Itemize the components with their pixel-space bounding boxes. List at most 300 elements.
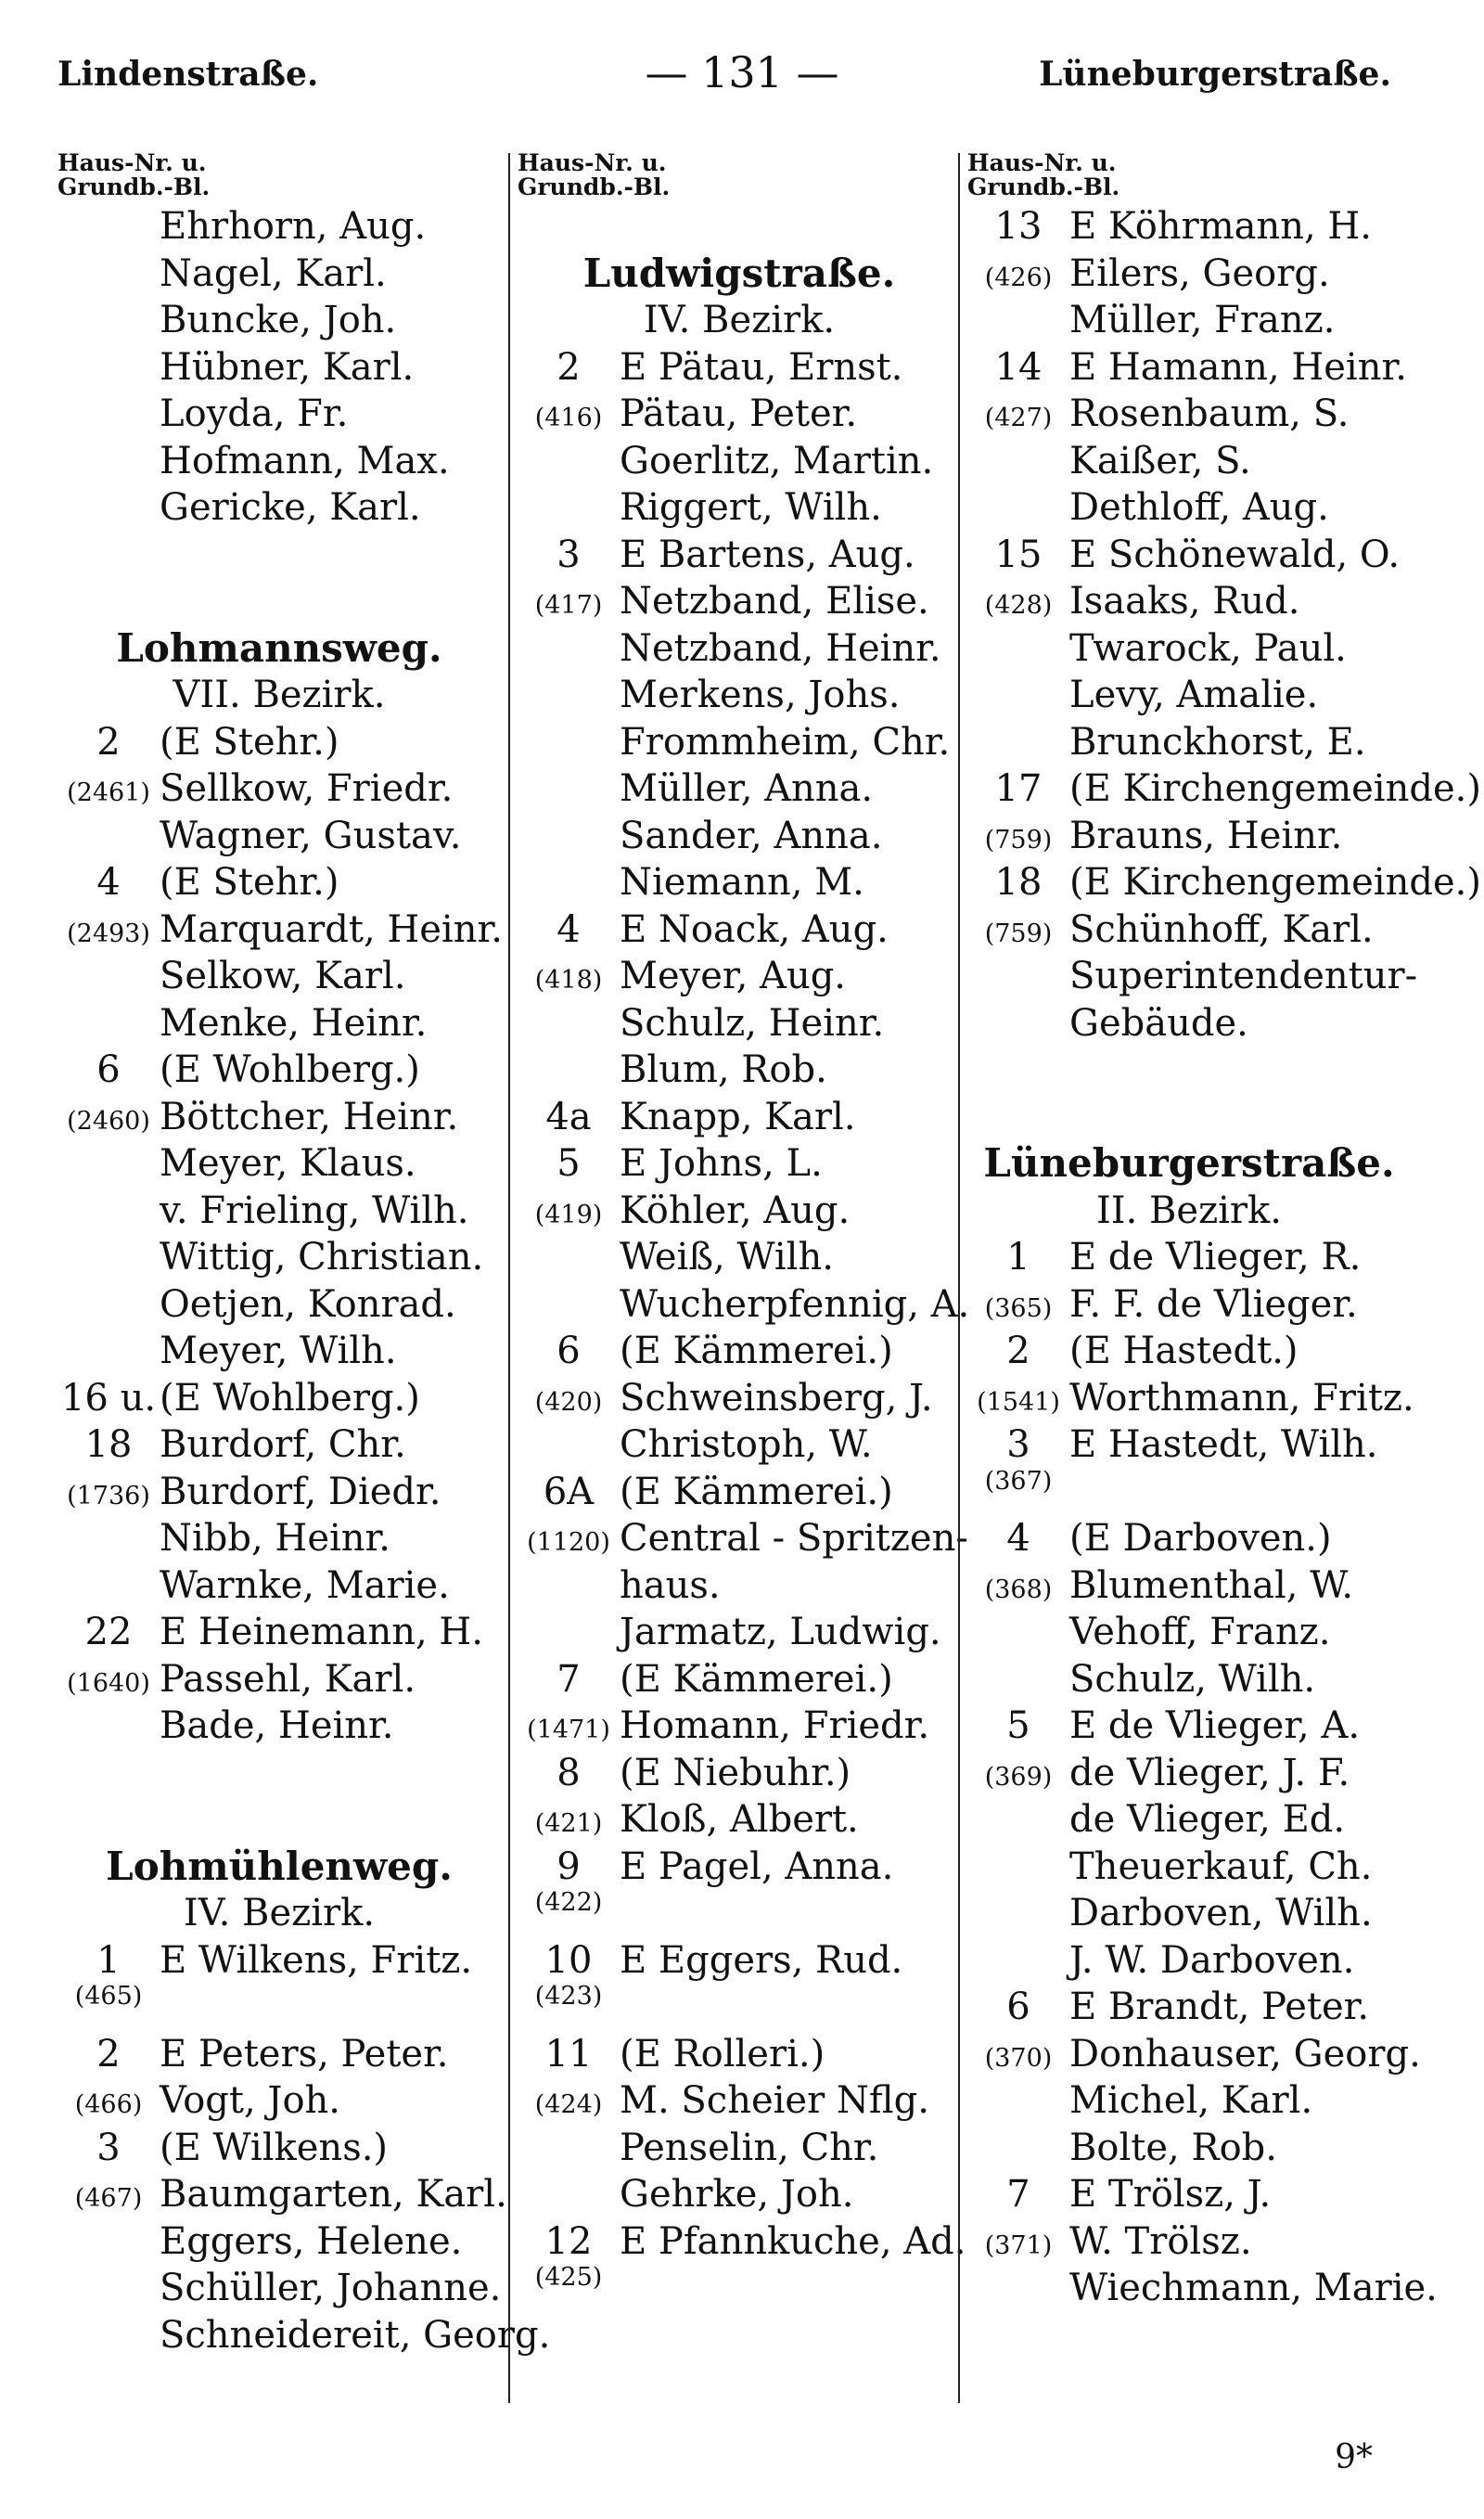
list-item xyxy=(518,1609,961,1656)
list-item xyxy=(967,813,1411,860)
list-item xyxy=(518,953,961,1000)
running-head-right: Lüneburgerstraße. xyxy=(1039,55,1391,94)
column-2 xyxy=(508,149,970,2403)
list-item xyxy=(967,2218,1411,2266)
resident-name: Schweinsberg, J. xyxy=(620,1376,933,1420)
resident-name: Wittig, Christian. xyxy=(160,1236,484,1279)
resident-name: Frommheim, Chr. xyxy=(620,720,951,764)
resident-name: (E Rolleri.) xyxy=(620,2032,825,2076)
list-item xyxy=(58,1609,501,1656)
resident-name: Michel, Karl. xyxy=(1069,2079,1313,2122)
house-number xyxy=(518,2265,620,2291)
list-item xyxy=(967,344,1411,392)
house-number xyxy=(58,2186,160,2212)
list-item xyxy=(967,765,1481,813)
list-item xyxy=(518,672,961,719)
list-item xyxy=(967,625,1411,673)
list-item xyxy=(518,2171,961,2218)
resident-name: Meyer, Wilh. xyxy=(160,1330,397,1372)
resident-name: Levy, Amalie. xyxy=(1069,674,1319,716)
resident-name: Nagel, Karl. xyxy=(160,251,387,295)
house-number xyxy=(518,2031,620,2078)
house-number-value: 9 xyxy=(556,1844,581,1888)
district-label: IV. Bezirk. xyxy=(643,299,836,341)
list-item xyxy=(967,2125,1411,2172)
list-item xyxy=(518,1937,961,1985)
resident-name: (E Darboven.) xyxy=(1069,1517,1332,1560)
list-item xyxy=(518,625,961,673)
resident-name: J. W. Darboven. xyxy=(1069,1938,1355,1982)
house-number xyxy=(58,2092,160,2118)
grundbuch-number: (365) xyxy=(984,1293,1053,1323)
running-head-left: Lindenstraße. xyxy=(58,55,319,94)
street-title: Ludwigstraße. xyxy=(582,250,896,296)
list-item xyxy=(967,578,1411,625)
list-item xyxy=(967,953,1418,1000)
list-item xyxy=(967,2171,1411,2218)
grundbuch-number: (428) xyxy=(984,591,1053,620)
grundbuch-number: (422) xyxy=(534,1888,603,1917)
grundbuch-number: (1541) xyxy=(977,1387,1060,1417)
house-number-value: 3 xyxy=(1006,1423,1030,1466)
list-item xyxy=(518,1844,961,1891)
list-item xyxy=(518,1750,961,1797)
list-item xyxy=(967,1515,1411,1562)
house-number xyxy=(967,265,1069,291)
list-item xyxy=(967,251,1411,298)
house-number xyxy=(967,344,1069,392)
list-item xyxy=(58,1281,501,1329)
list-item xyxy=(967,1562,1411,1610)
house-number-value: 15 xyxy=(994,533,1043,576)
house-number xyxy=(967,1762,1069,1792)
list-item xyxy=(967,1375,1414,1422)
resident-name: Donhauser, Georg. xyxy=(1069,2032,1421,2076)
list-item xyxy=(58,1656,501,1703)
grundbuch-number: (368) xyxy=(984,1574,1053,1604)
grundbuch-number: (759) xyxy=(984,919,1053,948)
list-item xyxy=(518,859,961,906)
resident-name: Wucherpfennig, A. xyxy=(620,1282,970,1326)
grundbuch-number: (1471) xyxy=(527,1716,610,1744)
list-item xyxy=(967,1466,1411,1516)
house-number xyxy=(58,1668,160,1698)
house-number xyxy=(518,1140,620,1188)
list-item xyxy=(518,1562,961,1610)
list-item xyxy=(58,1421,501,1469)
resident-name: Superintendentur- xyxy=(1069,955,1418,997)
resident-name: E Pätau, Ernst. xyxy=(620,345,903,389)
resident-name: F. F. de Vlieger. xyxy=(1069,1282,1358,1326)
house-number xyxy=(518,405,620,431)
entry-list xyxy=(518,344,970,2312)
list-item xyxy=(967,438,1411,485)
resident-name: (E Niebuhr.) xyxy=(620,1751,851,1794)
list-item xyxy=(967,391,1411,438)
house-number-value: 6A xyxy=(543,1470,595,1513)
resident-name: (E Wohlberg.) xyxy=(160,1048,420,1091)
resident-name: Brauns, Heinr. xyxy=(1069,814,1343,857)
resident-name: E Pfannkuche, Ad. xyxy=(620,2219,966,2263)
resident-name: (E Kämmerei.) xyxy=(620,1330,893,1372)
list-item xyxy=(58,1515,501,1562)
resident-name: (E Stehr.) xyxy=(160,720,339,764)
list-item xyxy=(518,344,961,392)
house-number xyxy=(518,2092,620,2118)
house-number-value: 6 xyxy=(1006,1986,1030,2028)
list-item xyxy=(518,2125,961,2172)
list-item xyxy=(967,484,1411,532)
list-item xyxy=(58,906,501,954)
house-number-value: 11 xyxy=(544,2032,593,2076)
list-item xyxy=(518,2077,961,2125)
house-number xyxy=(518,1717,620,1743)
resident-name: Selkow, Karl. xyxy=(160,955,406,997)
list-item xyxy=(58,1047,501,1094)
resident-name: (E Wohlberg.) xyxy=(160,1376,420,1420)
entry-list xyxy=(58,719,501,1750)
column-header: Haus-Nr. u. Grundb.-Bl. xyxy=(518,149,671,200)
house-number xyxy=(518,1890,620,1916)
signature-mark: 9* xyxy=(1335,2438,1373,2476)
list-item xyxy=(518,1469,961,1516)
resident-name: (E Kirchengemeinde.) xyxy=(1069,767,1481,810)
grundbuch-number: (421) xyxy=(534,1809,603,1838)
list-item xyxy=(58,1375,501,1422)
resident-name: E Wilkens, Fritz. xyxy=(160,1938,473,1982)
house-number xyxy=(58,1481,160,1510)
list-item xyxy=(518,1140,961,1188)
grundbuch-number: (424) xyxy=(534,2090,603,2119)
resident-name: v. Frieling, Wilh. xyxy=(160,1189,469,1232)
resident-name: Böttcher, Heinr. xyxy=(160,1095,459,1138)
house-number xyxy=(967,1234,1069,1281)
resident-name: Buncke, Joh. xyxy=(160,299,397,341)
list-item xyxy=(518,484,961,532)
resident-name: E Heinemann, H. xyxy=(160,1611,484,1653)
resident-name: Vehoff, Franz. xyxy=(1069,1611,1331,1653)
grundbuch-number: (420) xyxy=(534,1387,603,1417)
list-item xyxy=(58,1562,501,1610)
grundbuch-number: (2460) xyxy=(67,1106,150,1136)
grundbuch-number: (417) xyxy=(534,591,603,620)
list-item xyxy=(518,1515,968,1562)
list-item xyxy=(58,391,501,438)
house-number-value: 6 xyxy=(96,1048,121,1091)
list-item xyxy=(58,2265,501,2312)
house-number xyxy=(967,593,1069,619)
list-item xyxy=(58,438,501,485)
house-number xyxy=(58,1106,160,1136)
list-item xyxy=(58,2031,501,2078)
resident-name: Vogt, Joh. xyxy=(160,2079,340,2122)
house-number xyxy=(967,2171,1069,2218)
resident-name: Netzband, Heinr. xyxy=(620,626,941,670)
house-number xyxy=(58,1609,160,1656)
house-number-value: 12 xyxy=(544,2219,593,2263)
resident-name: Gericke, Karl. xyxy=(160,486,421,529)
house-number xyxy=(58,1375,160,1422)
list-item xyxy=(967,1750,1411,1797)
list-item xyxy=(58,765,501,813)
list-item xyxy=(518,719,961,766)
resident-name: Worthmann, Fritz. xyxy=(1069,1376,1414,1420)
house-number xyxy=(518,1387,620,1417)
resident-name: Eggers, Helene. xyxy=(160,2219,463,2263)
resident-name: Eilers, Georg. xyxy=(1069,251,1330,295)
resident-name: de Vlieger, Ed. xyxy=(1069,1798,1346,1841)
grundbuch-number: (369) xyxy=(984,1762,1053,1792)
house-number xyxy=(967,1984,1069,2031)
house-number xyxy=(518,1469,620,1516)
resident-name: Niemann, M. xyxy=(620,861,864,904)
resident-name: Hübner, Karl. xyxy=(160,345,415,389)
resident-name: Pätau, Peter. xyxy=(620,392,858,435)
list-item xyxy=(518,1421,961,1469)
list-item xyxy=(967,297,1411,344)
resident-name: Theuerkauf, Ch. xyxy=(1069,1844,1373,1888)
house-number xyxy=(58,1937,160,1985)
column-1 xyxy=(58,149,551,2403)
house-number xyxy=(518,906,620,954)
list-item xyxy=(58,1984,501,2031)
grundbuch-number: (416) xyxy=(534,404,603,432)
house-number-value: 4 xyxy=(556,907,581,951)
list-item xyxy=(58,484,501,532)
list-item xyxy=(58,1188,501,1235)
resident-name: E Hamann, Heinr. xyxy=(1069,345,1407,389)
resident-name: Gehrke, Joh. xyxy=(620,2173,854,2216)
house-number xyxy=(518,344,620,392)
grundbuch-number: (418) xyxy=(534,966,603,995)
resident-name: Schneidereit, Georg. xyxy=(160,2313,551,2357)
list-item xyxy=(58,953,501,1000)
district-label: VII. Bezirk. xyxy=(173,674,386,716)
resident-name: (E Wilkens.) xyxy=(160,2126,389,2169)
list-item xyxy=(518,1375,961,1422)
house-number xyxy=(967,532,1069,579)
street-title: Lohmühlenweg. xyxy=(106,1843,453,1889)
list-item xyxy=(967,1796,1411,1844)
resident-name: Müller, Anna. xyxy=(620,767,874,810)
house-number xyxy=(967,1574,1069,1604)
list-item xyxy=(58,1000,501,1047)
list-item xyxy=(58,1140,501,1188)
list-item xyxy=(518,1188,961,1235)
list-item xyxy=(967,1281,1411,1329)
resident-name: W. Trölsz. xyxy=(1069,2219,1252,2263)
resident-name: Schünhoff, Karl. xyxy=(1069,907,1374,951)
resident-name: (E Hastedt.) xyxy=(1069,1330,1298,1372)
list-item xyxy=(518,1890,961,1937)
house-number-value: 2 xyxy=(556,345,581,389)
house-number-value: 16 u. xyxy=(60,1376,157,1420)
list-item xyxy=(518,1094,961,1141)
house-number-value: 13 xyxy=(994,205,1043,248)
resident-name: Bade, Heinr. xyxy=(160,1704,394,1747)
resident-name: Loyda, Fr. xyxy=(160,392,349,435)
list-item xyxy=(58,297,501,344)
resident-name: Sander, Anna. xyxy=(620,814,883,857)
resident-name: Schulz, Wilh. xyxy=(1069,1657,1316,1701)
grundbuch-number: (1640) xyxy=(67,1668,150,1698)
house-number xyxy=(967,765,1069,813)
resident-name: Knapp, Karl. xyxy=(620,1095,856,1138)
resident-name: Dethloff, Aug. xyxy=(1069,486,1329,529)
resident-name: Köhler, Aug. xyxy=(620,1189,851,1232)
house-number-value: 4a xyxy=(545,1095,592,1138)
resident-name: Schulz, Heinr. xyxy=(620,1001,885,1045)
house-number xyxy=(967,2043,1069,2073)
house-number xyxy=(58,2031,160,2078)
resident-name: (E Kämmerei.) xyxy=(620,1657,893,1701)
list-item xyxy=(518,1328,961,1375)
house-number xyxy=(967,859,1069,906)
resident-name: Homann, Friedr. xyxy=(620,1704,930,1747)
house-number xyxy=(518,1844,620,1891)
resident-name: E Johns, L. xyxy=(620,1142,823,1185)
street-title: Lüneburgerstraße. xyxy=(983,1140,1395,1186)
resident-name: (E Kirchengemeinde.) xyxy=(1069,861,1481,904)
house-number xyxy=(518,1094,620,1141)
resident-name: Meyer, Klaus. xyxy=(160,1142,416,1185)
house-number-value: 10 xyxy=(544,1938,593,1982)
list-item xyxy=(967,719,1411,766)
resident-name: Blum, Rob. xyxy=(620,1048,827,1091)
resident-name: E Hastedt, Wilh. xyxy=(1069,1423,1378,1466)
resident-name: Marquardt, Heinr. xyxy=(160,907,503,951)
resident-name: E Peters, Peter. xyxy=(160,2032,449,2076)
house-number xyxy=(518,2218,620,2266)
grundbuch-number: (759) xyxy=(984,825,1053,855)
resident-name: Twarock, Paul. xyxy=(1069,626,1347,670)
list-item xyxy=(58,2125,501,2172)
list-item xyxy=(967,1000,1411,1047)
house-number-value: 7 xyxy=(1006,2173,1030,2216)
house-number xyxy=(518,532,620,579)
resident-name: Meyer, Aug. xyxy=(620,955,847,997)
entry-list xyxy=(58,1937,551,2359)
resident-name: haus. xyxy=(620,1563,721,1607)
list-item xyxy=(967,672,1411,719)
grundbuch-number: (465) xyxy=(74,1982,143,2011)
house-number xyxy=(58,859,160,906)
list-item xyxy=(518,1000,961,1047)
house-number-value: 3 xyxy=(96,2126,121,2169)
resident-name: Gebäude. xyxy=(1069,1001,1248,1045)
resident-name: Kaißer, S. xyxy=(1069,439,1251,482)
house-number xyxy=(967,1421,1069,1469)
entry-list xyxy=(58,203,501,532)
grundbuch-number: (426) xyxy=(984,263,1053,292)
house-number xyxy=(518,593,620,619)
list-item xyxy=(58,1094,501,1141)
list-item xyxy=(518,765,961,813)
street-title: Lohmannsweg. xyxy=(116,624,442,671)
resident-name: Müller, Franz. xyxy=(1069,299,1336,341)
resident-name: E de Vlieger, R. xyxy=(1069,1236,1362,1279)
resident-name: Nibb, Heinr. xyxy=(160,1517,390,1560)
list-item xyxy=(58,2171,507,2218)
list-item xyxy=(58,719,501,766)
resident-name: E Brandt, Peter. xyxy=(1069,1986,1370,2028)
house-number-value: 18 xyxy=(84,1423,133,1466)
resident-name: (E Stehr.) xyxy=(160,861,339,904)
resident-name: Isaaks, Rud. xyxy=(1069,580,1300,623)
resident-name: Passehl, Karl. xyxy=(160,1657,416,1701)
list-item xyxy=(58,203,501,251)
list-item xyxy=(967,1703,1411,1750)
list-item xyxy=(518,1234,961,1281)
resident-name: Warnke, Marie. xyxy=(160,1563,450,1607)
list-item xyxy=(967,1890,1411,1937)
column-header: Haus-Nr. u. Grundb.-Bl. xyxy=(58,149,211,200)
list-item xyxy=(967,1937,1411,1985)
house-number-value: 22 xyxy=(84,1611,133,1653)
house-number xyxy=(967,921,1069,947)
house-number xyxy=(967,405,1069,431)
house-number-value: 18 xyxy=(994,861,1043,904)
house-number-value: 2 xyxy=(96,720,121,764)
list-item xyxy=(967,2077,1411,2125)
resident-name: Netzband, Elise. xyxy=(620,580,929,623)
house-number xyxy=(518,1202,620,1228)
resident-name: Oetjen, Konrad. xyxy=(160,1282,456,1326)
house-number-value: 4 xyxy=(1006,1517,1030,1560)
house-number xyxy=(58,719,160,766)
list-item xyxy=(518,532,961,579)
house-number xyxy=(967,203,1069,251)
house-number xyxy=(58,2125,160,2172)
house-number-value: 6 xyxy=(556,1330,581,1372)
resident-name: Wiechmann, Marie. xyxy=(1069,2267,1438,2309)
house-number-value: 4 xyxy=(96,861,121,904)
resident-name: Central - Spritzen- xyxy=(620,1517,968,1560)
house-number xyxy=(518,1530,620,1556)
resident-name: Brunckhorst, E. xyxy=(1069,720,1366,764)
list-item xyxy=(967,1421,1411,1469)
column-3 xyxy=(958,149,1481,2403)
resident-name: Jarmatz, Ludwig. xyxy=(620,1611,941,1653)
house-number xyxy=(58,780,160,806)
list-item xyxy=(967,1609,1411,1656)
house-number xyxy=(967,1387,1069,1417)
house-number xyxy=(518,1656,620,1703)
resident-name: E Schönewald, O. xyxy=(1069,533,1401,576)
district-label: IV. Bezirk. xyxy=(183,1892,376,1934)
list-item xyxy=(967,2265,1438,2312)
resident-name: Ehrhorn, Aug. xyxy=(160,205,427,248)
list-item xyxy=(967,203,1411,251)
entry-list xyxy=(967,1234,1438,2312)
grundbuch-number: (467) xyxy=(74,2184,143,2213)
house-number xyxy=(967,825,1069,855)
grundbuch-number: (371) xyxy=(984,2230,1053,2260)
house-number xyxy=(58,1047,160,1094)
house-number xyxy=(967,1515,1069,1562)
house-number-value: 17 xyxy=(994,767,1043,810)
column-header: Haus-Nr. u. Grundb.-Bl. xyxy=(967,149,1120,200)
house-number-value: 2 xyxy=(1006,1330,1030,1372)
list-item xyxy=(967,2031,1421,2078)
resident-name: Blumenthal, W. xyxy=(1069,1563,1354,1607)
list-item xyxy=(58,344,501,392)
list-item xyxy=(518,813,961,860)
resident-name: Merkens, Johs. xyxy=(620,674,901,716)
list-item xyxy=(58,1469,501,1516)
resident-name: Penselin, Chr. xyxy=(620,2126,879,2169)
list-item xyxy=(58,813,501,860)
